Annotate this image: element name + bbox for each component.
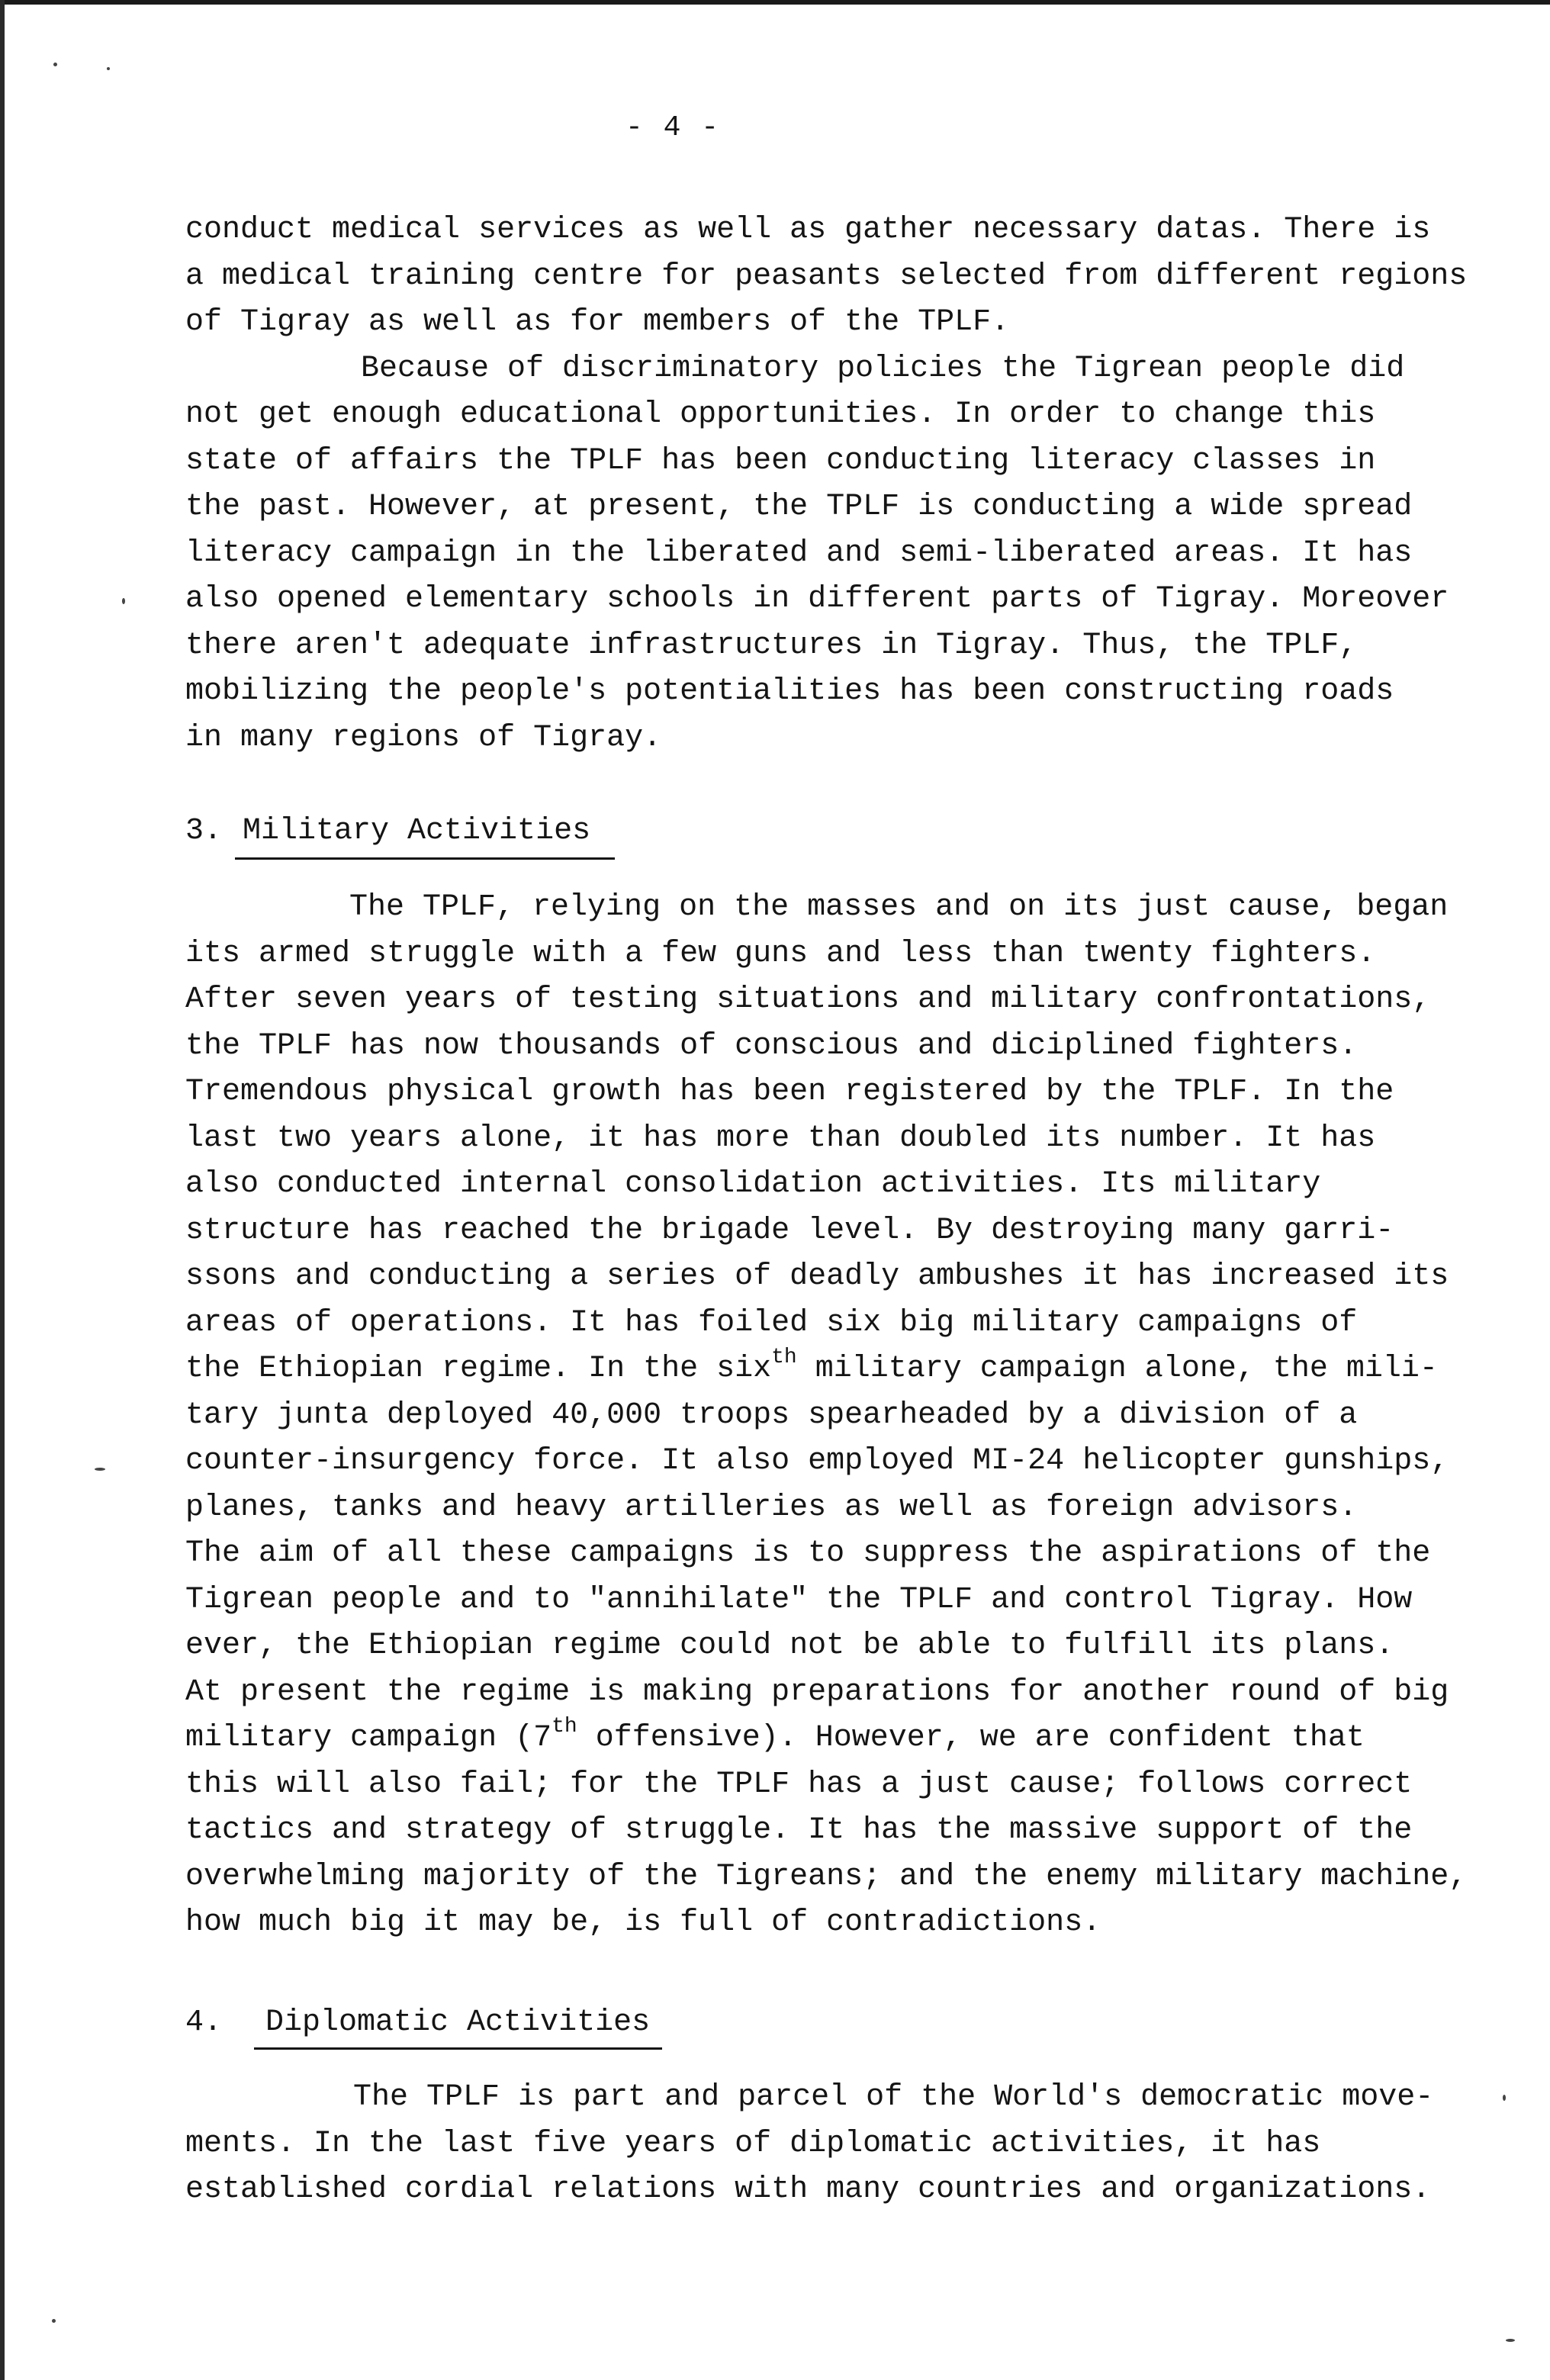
text-line: The aim of all these campaigns is to suppress the aspirations of the [185,1536,1431,1571]
text-line: After seven years of testing situations and military confrontations, [185,983,1431,1017]
text-line: Tremendous physical growth has been registered by the TPLF. In the [185,1075,1394,1109]
text-fragment: the Ethiopian regime. In the six [185,1352,772,1386]
intro-text [185,207,1513,761]
section-title: Diplomatic Activities [265,2005,651,2040]
text-fragment: military campaign (7 [185,1721,552,1755]
page-border-top [0,0,1550,5]
text-line: there aren't adequate infrastructures in Tigray. Thus, the TPLF, [185,628,1358,663]
text-line: areas of operations. It has foiled six big military campaigns of [185,1305,1358,1340]
text-line: state of affairs the TPLF has been conducting literacy classes in [185,443,1376,478]
text-fragment: offensive). However, we are confident that [577,1721,1365,1755]
text-line: how much big it may be, is full of contradictions. [185,1906,1101,1940]
scan-speck [107,67,110,70]
text-line: its armed struggle with a few guns and less than twenty fighters. [185,936,1376,971]
text-line: of Tigray as well as for members of the TPLF. [185,305,1010,339]
page-number: - 4 - [625,111,721,144]
text-line: ssons and conducting a series of deadly ambushes it has increased its [185,1259,1449,1294]
scan-speck [52,2319,56,2323]
heading-underline [235,857,615,860]
text-line: the TPLF has now thousands of conscious and diciplined fighters. [185,1028,1358,1063]
page-border-left [0,0,5,2380]
text-line: The TPLF is part and parcel of the World's democratic move- [353,2080,1434,2115]
superscript: th [552,1715,577,1738]
scan-speck [1506,2339,1515,2342]
text-line: conduct medical services as well as gather necessary datas. There is [185,213,1431,247]
scan-speck [95,1468,105,1471]
military-text [185,885,1513,1947]
text-line: ments. In the last five years of diplomatic activities, it has [185,2126,1321,2161]
text-line [185,1346,1513,1393]
text-line: the past. However, at present, the TPLF is conducting a wide spread [185,490,1413,524]
text-line: At present the regime is making preparations for another round of big [185,1674,1449,1709]
text-line: Because of discriminatory policies the Tigrean people did [361,351,1405,386]
text-line: Tigrean people and to "annihilate" the TPLF and control Tigray. How [185,1582,1413,1617]
text-line: also conducted internal consolidation activities. Its military [185,1167,1321,1201]
text-line: ever, the Ethiopian regime could not be able to fulfill its plans. [185,1629,1394,1663]
section-title: Military Activities [243,814,591,848]
text-line: not get enough educational opportunities. In order to change this [185,397,1376,432]
diplomatic-text [185,2075,1513,2214]
section-heading-diplomatic [185,2000,650,2046]
scan-speck [53,63,57,66]
scan-speck [122,598,125,604]
text-line: mobilizing the people's potentialities has been constructing roads [185,674,1394,709]
heading-underline [254,2047,662,2050]
text-line: tactics and strategy of struggle. It has the massive support of the [185,1813,1413,1848]
section-number: 3. [185,814,223,848]
text-line: tary junta deployed 40,000 troops spearheaded by a division of a [185,1397,1358,1433]
text-line: also opened elementary schools in different parts of Tigray. Moreover [185,582,1449,616]
text-line: established cordial relations with many countries and organizations. [185,2173,1431,2207]
text-line: The TPLF, relying on the masses and on its just cause, began [349,890,1449,925]
text-line: structure has reached the brigade level. By destroying many garri- [185,1213,1394,1248]
text-line [185,1716,1513,1762]
text-line: last two years alone, it has more than doubled its number. It has [185,1121,1376,1156]
scan-speck [1503,2095,1506,2101]
text-line: overwhelming majority of the Tigreans; and the enemy military machine, [185,1859,1468,1894]
text-line: literacy campaign in the liberated and semi-liberated areas. It has [185,536,1413,571]
text-line: in many regions of Tigray. [185,720,662,755]
section-heading-military [185,809,590,854]
text-fragment: military campaign alone, the mili- [796,1352,1438,1386]
text-line: this will also fail; for the TPLF has a just cause; follows correct [185,1767,1413,1802]
superscript: th [771,1346,797,1369]
text-line: counter-insurgency force. It also employed MI-24 helicopter gunships, [185,1444,1449,1478]
text-line: a medical training centre for peasants selected from different regions [185,259,1468,294]
text-line: planes, tanks and heavy artilleries as well as foreign advisors. [185,1490,1358,1525]
section-number: 4. [185,2005,223,2040]
